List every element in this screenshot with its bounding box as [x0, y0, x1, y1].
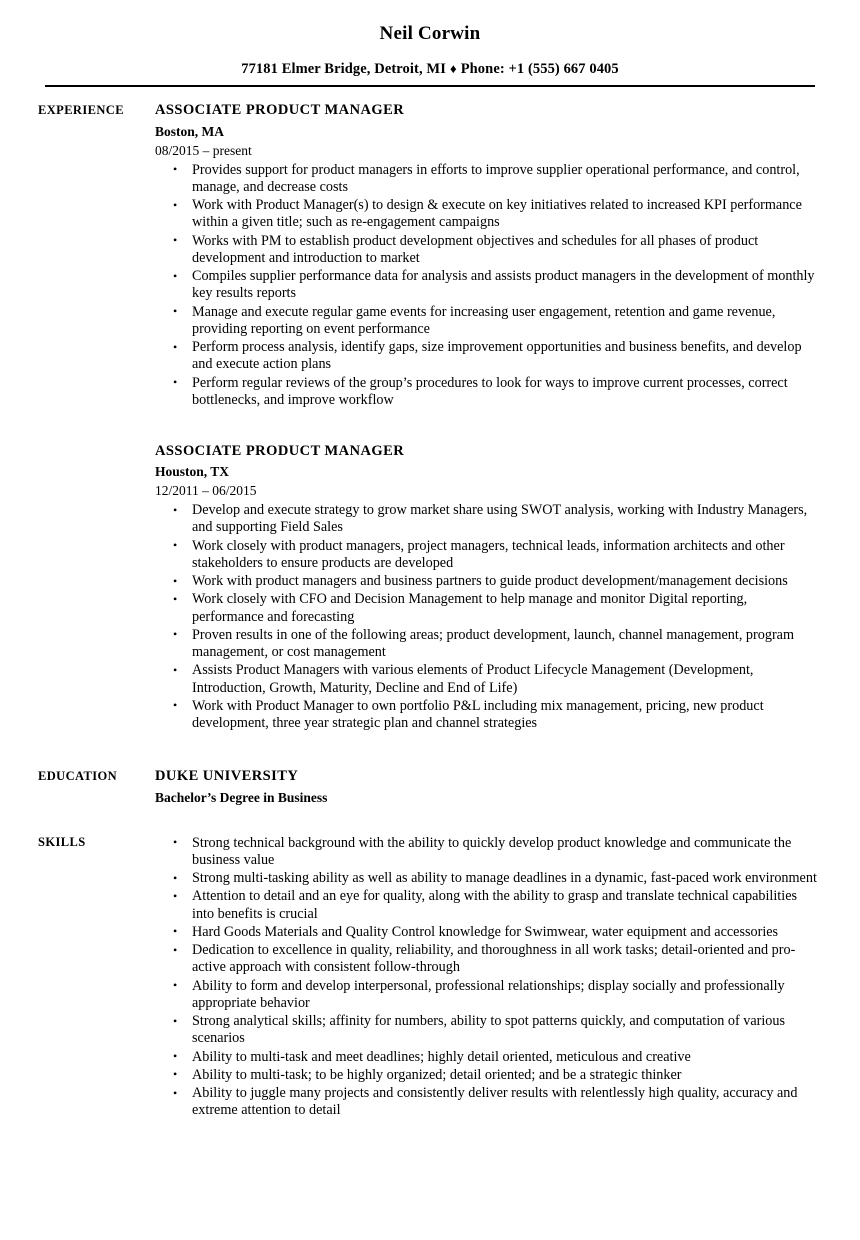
candidate-address: 77181 Elmer Bridge, Detroit, MI [241, 60, 446, 77]
list-item: • Strong analytical skills; affinity for numbers, ability to spot patterns quickly, and computation of various scenarios [169, 1013, 820, 1048]
diamond-separator-icon: ♦ [449, 60, 457, 76]
list-item: • Strong multi-tasking ability as well as ability to manage deadlines in a dynamic, fast-paced work environment [169, 870, 820, 887]
list-item: • Assists Product Managers with various elements of Product Lifecycle Management (Development, Introduction, Growth, Maturity, Decline and End of Life) [169, 662, 820, 697]
degree-name: Bachelor’s Degree in Business [155, 789, 328, 805]
list-item: • Develop and execute strategy to grow market share using SWOT analysis, working with Industry Managers, and supporting Field Sales [169, 502, 820, 537]
job-bullet-list [155, 502, 820, 732]
list-item: • Perform regular reviews of the group’s procedures to look for ways to improve current processes, correct bottlenecks, and improve workflow [169, 375, 820, 410]
experience-section [0, 102, 860, 732]
skills-section [0, 834, 860, 1120]
list-item: • Work closely with CFO and Decision Management to help manage and monitor Digital reporting, performance and forecasting [169, 591, 820, 626]
skills-entries [155, 834, 820, 1120]
job-dates: 08/2015 – present [155, 142, 252, 158]
list-item: • Works with PM to establish product development objectives and schedules for all phases of product development and introduction to market [169, 233, 820, 268]
list-item: • Ability to multi-task and meet deadlines; highly detail oriented, meticulous and creative [169, 1049, 820, 1066]
section-label-education: EDUCATION [38, 769, 118, 784]
list-item: • Work with Product Manager to own portfolio P&L including mix management, pricing, new product development, three year strategic plan and channel strategies [169, 698, 820, 733]
candidate-phone: Phone: +1 (555) 667 0405 [460, 60, 619, 77]
education-section [0, 768, 860, 806]
header-divider [45, 85, 815, 88]
school-name: DUKE UNIVERSITY [155, 768, 299, 785]
job-entry [155, 102, 820, 409]
job-bullet-list [155, 162, 820, 410]
section-label-experience: EXPERIENCE [38, 103, 124, 118]
job-title: ASSOCIATE PRODUCT MANAGER [155, 102, 405, 119]
contact-line [0, 61, 860, 78]
list-item: • Ability to multi-task; to be highly organized; detail oriented; and be a strategic thinker [169, 1067, 820, 1084]
candidate-name: Neil Corwin [379, 23, 481, 44]
list-item: • Perform process analysis, identify gaps, size improvement opportunities and business benefits, and develop and execute action plans [169, 339, 820, 374]
list-item: • Provides support for product managers in efforts to improve supplier operational performance, and control, manage, and decrease costs [169, 162, 820, 197]
section-label-skills: SKILLS [38, 834, 86, 849]
job-location: Boston, MA [155, 123, 225, 139]
list-item: • Compiles supplier performance data for analysis and assists product managers in the development of monthly key results reports [169, 268, 820, 303]
experience-entries [155, 102, 820, 732]
resume-header [0, 0, 860, 87]
skills-bullet-list [155, 835, 820, 1120]
list-item: • Attention to detail and an eye for quality, along with the ability to grasp and translate technical capabilities into benefits is crucial [169, 888, 820, 923]
job-dates: 12/2011 – 06/2015 [155, 483, 257, 499]
education-entry [155, 768, 820, 806]
list-item: • Work closely with product managers, project managers, technical leads, information architects and other stakeholders to ensure products are developed [169, 538, 820, 573]
list-item: • Hard Goods Materials and Quality Control knowledge for Swimwear, water equipment and accessories [169, 924, 820, 941]
list-item: • Dedication to excellence in quality, reliability, and thoroughness in all work tasks; detail-oriented and pro-active approach with consistent follow-through [169, 942, 820, 977]
job-entry [155, 443, 820, 732]
list-item: • Strong technical background with the ability to quickly develop product knowledge and communicate the business value [169, 835, 820, 870]
job-location: Houston, TX [155, 464, 230, 480]
list-item: • Work with Product Manager(s) to design & execute on key initiatives related to increased KPI performance within a given title; such as re-engagement campaigns [169, 197, 820, 232]
list-item: • Ability to form and develop interpersonal, professional relationships; display socially and professionally appropriate behavior [169, 978, 820, 1013]
education-entries [155, 768, 820, 806]
list-item: • Manage and execute regular game events for increasing user engagement, retention and game revenue, providing reporting on event performance [169, 304, 820, 339]
list-item: • Ability to juggle many projects and consistently deliver results with relentlessly high quality, accuracy and extreme attention to detail [169, 1085, 820, 1120]
list-item: • Work with product managers and business partners to guide product development/management decisions [169, 573, 820, 590]
job-title: ASSOCIATE PRODUCT MANAGER [155, 443, 405, 460]
list-item: • Proven results in one of the following areas; product development, launch, channel management, program management, or cost management [169, 627, 820, 662]
